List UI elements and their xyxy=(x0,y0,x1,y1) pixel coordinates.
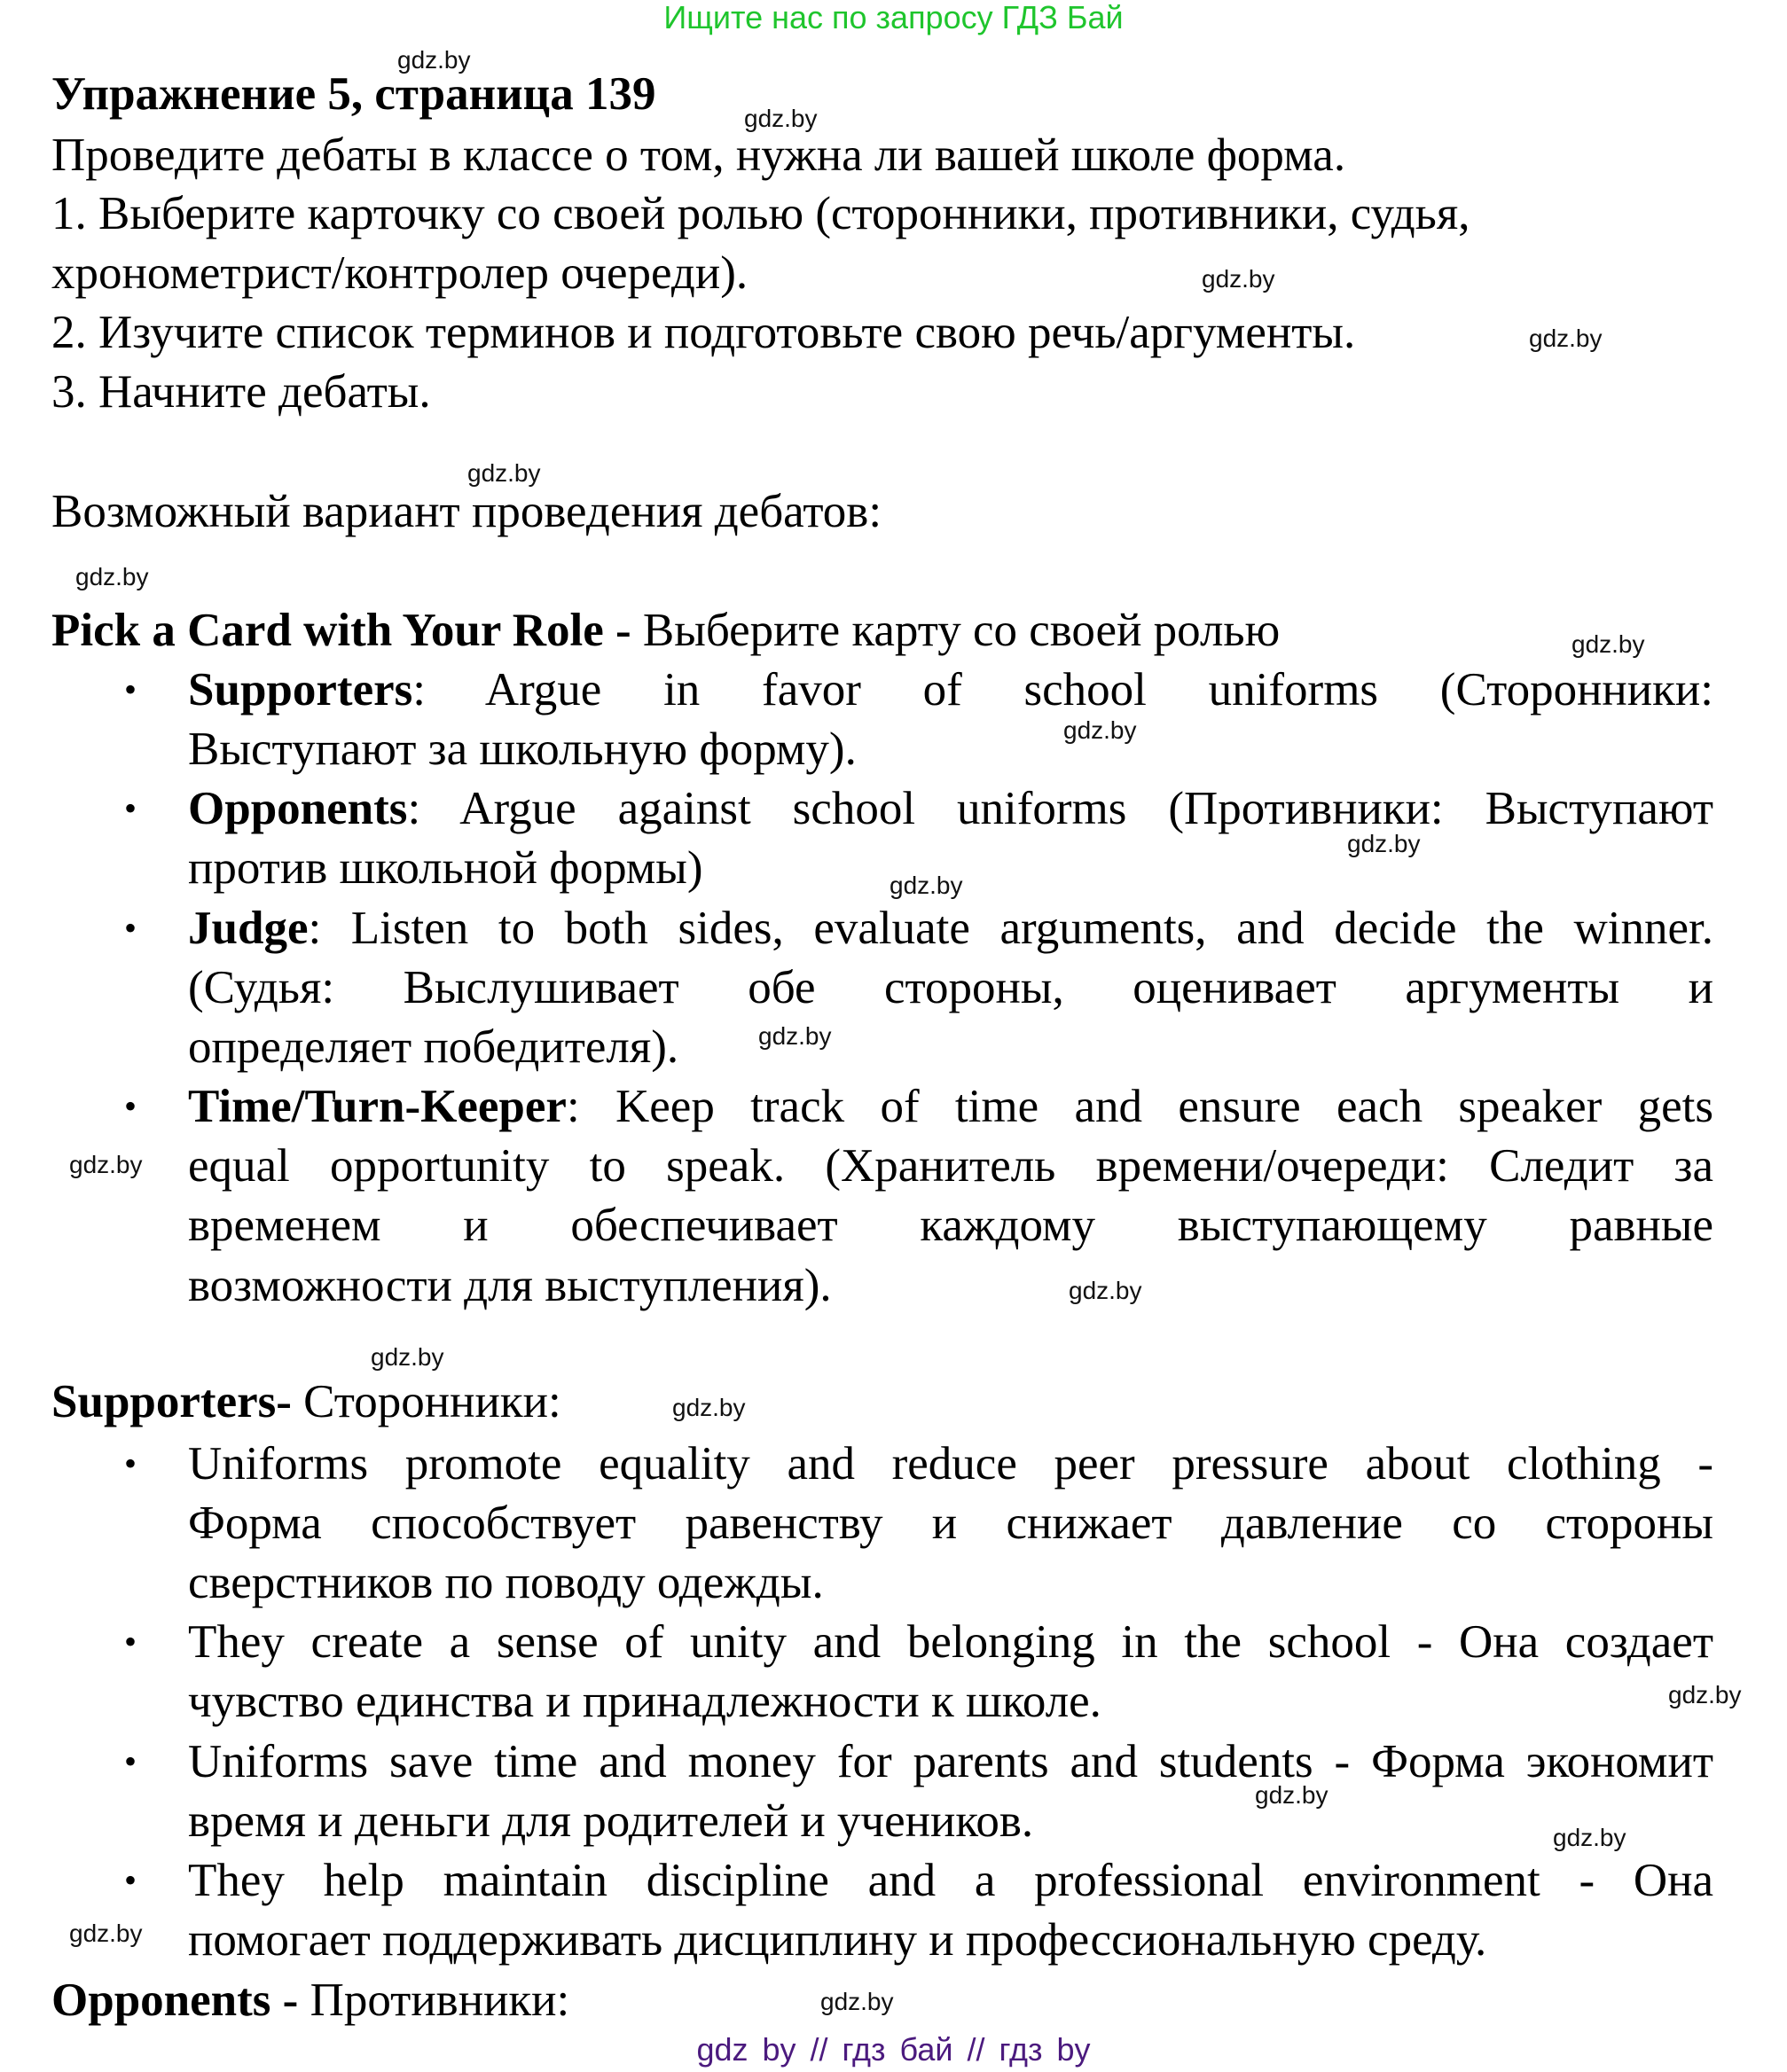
bullet-icon: • xyxy=(123,1741,137,1781)
role-desc: : Argue in favor of school uniforms (Сторонники: xyxy=(412,664,1713,715)
watermark: gdz.by xyxy=(1571,630,1645,658)
supporters-heading-bold: Supporters- xyxy=(51,1376,292,1427)
role-desc: : Listen to both sides, evaluate arguments, and decide the winner. xyxy=(308,903,1713,954)
intro-step-1: 1. Выберите карточку со своей ролью (сторонники, противники, судья, xyxy=(51,188,1470,239)
argument-item: They help maintain discipline and a professional environment - Она xyxy=(188,1855,1713,1906)
watermark: gdz.by xyxy=(397,46,471,74)
bullet-icon: • xyxy=(123,1622,137,1662)
intro-step-1-cont: хронометрист/контролер очереди). xyxy=(51,247,749,299)
role-name: Supporters xyxy=(188,664,413,715)
bullet-icon: • xyxy=(123,1086,137,1126)
intro-line: Проведите дебаты в классе о том, нужна ли вашей школе форма. xyxy=(51,129,1346,181)
watermark: gdz.by xyxy=(1063,716,1137,744)
supporters-heading-rest: Сторонники: xyxy=(291,1376,561,1427)
role-name: Judge xyxy=(188,903,309,954)
watermark: gdz.by xyxy=(758,1022,832,1050)
watermark: gdz.by xyxy=(1255,1781,1328,1809)
role-item-judge xyxy=(188,902,1713,955)
argument-item-cont: помогает поддерживать дисциплину и профессиональную среду. xyxy=(188,1914,1487,1966)
role-desc: : Keep track of time and ensure each speaker gets xyxy=(566,1081,1713,1132)
role-desc-cont: возможности для выступления). xyxy=(188,1260,832,1311)
role-item-time-keeper xyxy=(188,1080,1713,1133)
role-desc-cont: против школьной формы) xyxy=(188,842,703,894)
role-desc-cont: Выступают за школьную форму). xyxy=(188,723,857,775)
role-desc-cont: (Судья: Выслушивает обе стороны, оценивает аргументы и xyxy=(188,962,1713,1013)
role-name: Opponents xyxy=(188,783,408,834)
role-desc-cont: определяет победителя). xyxy=(188,1021,679,1073)
intro-step-2: 2. Изучите список терминов и подготовьте свою речь/аргументы. xyxy=(51,307,1356,358)
watermark: gdz.by xyxy=(1668,1681,1742,1708)
bullet-icon: • xyxy=(123,788,137,828)
argument-item: Uniforms save time and money for parents and students - Форма экономит xyxy=(188,1736,1713,1787)
watermark: gdz.by xyxy=(75,563,149,590)
watermark: gdz.by xyxy=(1553,1824,1626,1851)
watermark: gdz.by xyxy=(672,1394,746,1421)
role-item-supporters xyxy=(188,663,1713,716)
role-name: Time/Turn-Keeper xyxy=(188,1081,567,1132)
supporters-heading xyxy=(51,1375,561,1428)
bullet-icon: • xyxy=(123,908,137,948)
watermark: gdz.by xyxy=(890,872,963,899)
role-item-opponents xyxy=(188,782,1713,835)
roles-heading xyxy=(51,604,1280,657)
roles-heading-rest: Выберите карту со своей ролью xyxy=(631,605,1281,656)
watermark: gdz.by xyxy=(69,1151,143,1178)
argument-item: They create a sense of unity and belonging in the school - Она создает xyxy=(188,1616,1713,1668)
variant-heading: Возможный вариант проведения дебатов: xyxy=(51,486,882,537)
watermark: gdz.by xyxy=(820,1988,894,2015)
intro-step-3: 3. Начните дебаты. xyxy=(51,366,431,418)
opponents-heading-bold: Opponents - xyxy=(51,1974,299,2026)
opponents-heading-rest: Противники: xyxy=(298,1974,570,2026)
watermark: gdz.by xyxy=(467,459,541,487)
bullet-icon: • xyxy=(123,1860,137,1900)
search-banner: Ищите нас по запросу ГДЗ Бай xyxy=(663,0,1124,35)
watermark: gdz.by xyxy=(69,1920,143,1947)
watermark: gdz.by xyxy=(1202,265,1275,293)
argument-item: Uniforms promote equality and reduce peer pressure about clothing - xyxy=(188,1438,1713,1489)
role-desc-cont: временем и обеспечивает каждому выступающему равные xyxy=(188,1200,1713,1251)
role-desc: : Argue against school uniforms (Противники: Выступают xyxy=(407,783,1713,834)
role-desc-cont: equal opportunity to speak. (Хранитель времени/очереди: Следит за xyxy=(188,1140,1713,1192)
roles-heading-bold: Pick a Card with Your Role - xyxy=(51,605,631,656)
watermark: gdz.by xyxy=(371,1343,444,1371)
watermark: gdz.by xyxy=(744,105,818,132)
watermark: gdz.by xyxy=(1347,830,1421,857)
argument-item-cont: сверстников по поводу одежды. xyxy=(188,1557,824,1608)
argument-item-cont: Форма способствует равенству и снижает давление со стороны xyxy=(188,1497,1713,1549)
page-title: Упражнение 5, страница 139 xyxy=(51,68,656,120)
argument-item-cont: чувство единства и принадлежности к школе. xyxy=(188,1676,1101,1727)
watermark: gdz.by xyxy=(1529,324,1603,352)
bullet-icon: • xyxy=(123,1443,137,1483)
footer-links: gdz by // гдз бай // гдз by xyxy=(696,2031,1091,2068)
opponents-heading xyxy=(51,1974,569,2027)
watermark: gdz.by xyxy=(1069,1277,1142,1304)
bullet-icon: • xyxy=(123,669,137,709)
argument-item-cont: время и деньги для родителей и учеников. xyxy=(188,1795,1034,1847)
